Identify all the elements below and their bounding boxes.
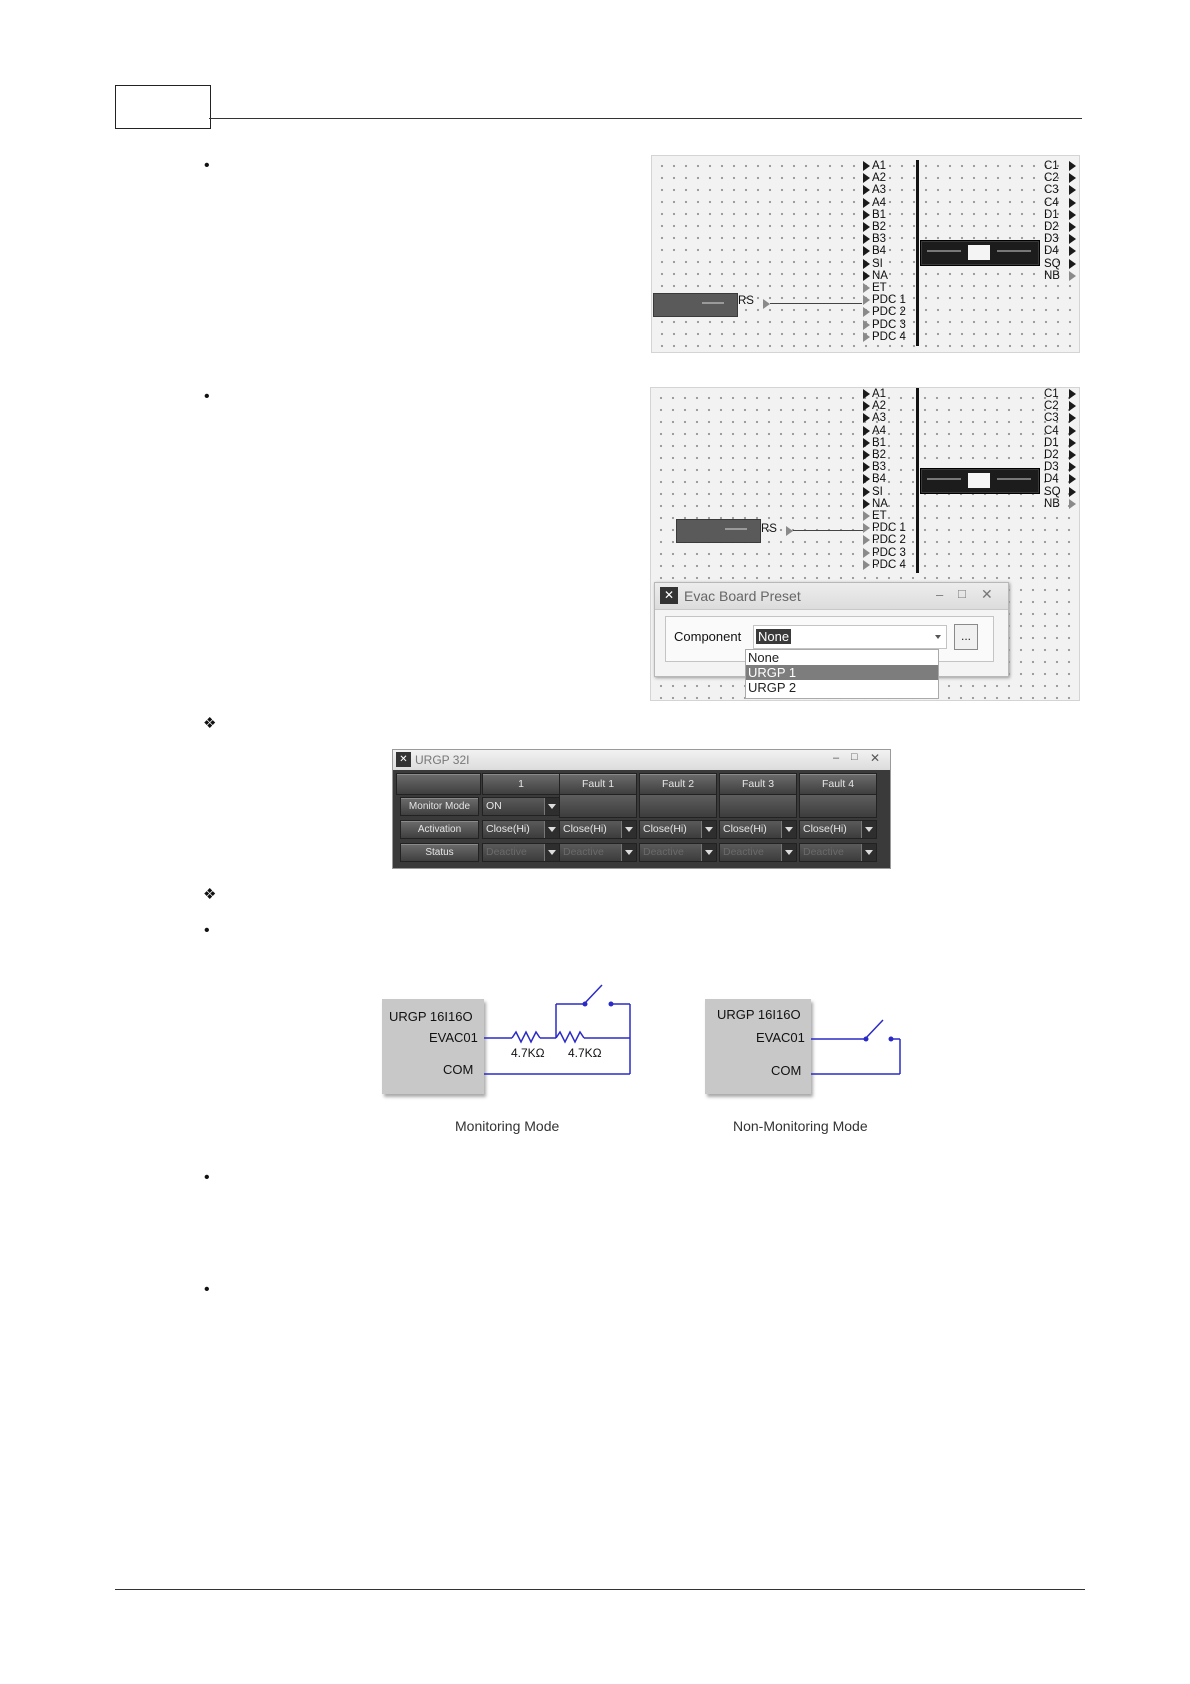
row-label-2[interactable]: Status <box>400 843 479 862</box>
pin-label: B1 <box>872 208 887 221</box>
input-arrow-icon <box>863 450 870 460</box>
input-arrow-icon <box>863 523 870 533</box>
non-monitoring-caption: Non-Monitoring Mode <box>733 1118 868 1134</box>
pin-label: A4 <box>872 196 887 209</box>
output-arrow-icon <box>1069 185 1076 195</box>
pin-label: NB <box>1044 497 1060 510</box>
output-arrow-icon <box>1069 389 1076 399</box>
pin-label: B3 <box>872 233 887 246</box>
cell-value: Close(Hi) <box>803 823 847 835</box>
pin-label: A2 <box>872 172 887 185</box>
urgp-title: URGP 32I <box>415 753 470 767</box>
cell-select[interactable] <box>482 820 560 839</box>
page-number-box <box>115 85 211 129</box>
pin-label: PDC 3 <box>872 546 906 559</box>
input-arrow-icon <box>863 511 870 521</box>
rs-label: RS <box>761 523 777 535</box>
app-icon: ✕ <box>396 752 411 767</box>
input-arrow-icon <box>863 535 870 545</box>
cell-value: Close(Hi) <box>563 823 607 835</box>
output-arrow-icon <box>1069 474 1076 484</box>
component-label: Component <box>674 629 742 644</box>
input-arrow-icon <box>863 438 870 448</box>
footer-rule <box>115 1589 1085 1590</box>
input-arrow-icon <box>863 283 870 293</box>
option-urgp-1[interactable]: URGP 1 <box>746 665 938 680</box>
pin-label: PDC 4 <box>872 558 906 571</box>
divider-line <box>916 160 919 346</box>
option-none[interactable]: None <box>748 650 780 665</box>
rs-connection-wire <box>793 530 863 531</box>
input-arrow-icon <box>863 548 870 558</box>
pin-label: PDC 2 <box>872 534 906 547</box>
pin-label: PDC 3 <box>872 318 906 331</box>
pin-label: C2 <box>1044 400 1059 413</box>
output-arrow-icon <box>1069 259 1076 269</box>
column-header-0: 1 <box>482 773 560 795</box>
output-arrow-icon <box>1069 210 1076 220</box>
output-arrow-icon <box>1069 462 1076 472</box>
input-arrow-icon <box>863 198 870 208</box>
urgp-grid <box>393 770 890 868</box>
pin-label: D2 <box>1044 449 1059 461</box>
pin-label: D1 <box>1044 208 1059 221</box>
pin-label: PDC 4 <box>872 330 906 343</box>
pin-label: SQ <box>1044 485 1061 498</box>
chevron-down-icon[interactable] <box>861 821 876 838</box>
close-icon[interactable]: ✕ <box>981 586 993 602</box>
pin-label: C1 <box>1044 160 1059 172</box>
output-arrow-icon <box>1069 271 1076 281</box>
pin-label: C1 <box>1044 388 1059 400</box>
pin-label: PDC 2 <box>872 306 906 319</box>
input-arrow-icon <box>863 560 870 570</box>
pin-label: D4 <box>1044 473 1059 486</box>
rs-output-arrow <box>786 526 793 536</box>
output-arrow-icon <box>1069 234 1076 244</box>
pin-label: B3 <box>872 461 887 474</box>
chevron-down-icon[interactable] <box>621 821 636 838</box>
pin-label: ET <box>872 510 887 522</box>
pin-label: B4 <box>872 473 887 486</box>
row-label-1[interactable]: Activation <box>400 820 479 839</box>
bullet-4: • <box>204 1169 210 1186</box>
cell-select <box>719 843 797 862</box>
maximize-icon[interactable]: □ <box>958 586 966 601</box>
cell-value: Close(Hi) <box>723 823 767 835</box>
rs-device[interactable] <box>653 293 738 317</box>
pin-label: A1 <box>872 160 887 172</box>
component-select-value: None <box>758 629 790 644</box>
output-arrow-icon <box>1069 173 1076 183</box>
browse-button[interactable]: ... <box>954 624 978 650</box>
chevron-down-icon[interactable] <box>544 821 559 838</box>
cell-value: Deactive <box>486 846 527 858</box>
pin-label: B2 <box>872 449 887 461</box>
input-arrow-icon <box>863 222 870 232</box>
cell-value: Deactive <box>563 846 604 858</box>
cell-select[interactable] <box>799 820 877 839</box>
cell-select[interactable] <box>559 820 637 839</box>
non-monitoring-device-name: URGP 16I16O <box>717 1007 801 1022</box>
rs-output-arrow <box>763 299 770 309</box>
diamond-bullet-1: ❖ <box>203 715 217 732</box>
pin-label: PDC 1 <box>872 294 906 307</box>
output-arrow-icon <box>1069 246 1076 256</box>
cell-select[interactable] <box>639 820 717 839</box>
rs-connection-wire <box>770 303 862 304</box>
chevron-down-icon[interactable] <box>781 844 796 861</box>
input-arrow-icon <box>863 185 870 195</box>
non-monitoring-com-label: COM <box>771 1063 802 1078</box>
input-arrow-icon <box>863 246 870 256</box>
non-monitoring-wiring <box>811 1015 906 1080</box>
pin-label: C3 <box>1044 184 1059 197</box>
cell-select <box>559 843 637 862</box>
urgp-window <box>392 749 891 869</box>
column-header-4: Fault 4 <box>799 773 877 795</box>
empty-cell <box>719 794 797 818</box>
pin-label: NB <box>1044 269 1060 282</box>
component-dropdown-list <box>745 649 939 699</box>
pin-label: A4 <box>872 424 887 437</box>
output-arrow-icon <box>1069 222 1076 232</box>
input-arrow-icon <box>863 320 870 330</box>
evac-board-preset-dialog <box>654 582 1009 695</box>
chevron-down-icon[interactable] <box>781 821 796 838</box>
input-arrow-icon <box>863 234 870 244</box>
chevron-down-icon[interactable] <box>701 844 716 861</box>
output-arrow-icon <box>1069 487 1076 497</box>
divider-line <box>916 388 919 573</box>
output-arrow-icon <box>1069 401 1076 411</box>
cell-select <box>799 843 877 862</box>
column-header-2: Fault 2 <box>639 773 717 795</box>
input-arrow-icon <box>863 210 870 220</box>
pin-label: NA <box>872 269 888 282</box>
cell-value: Close(Hi) <box>643 823 687 835</box>
dialog-titlebar <box>655 583 1008 610</box>
evac-board-device[interactable] <box>920 240 1040 266</box>
pin-label: PDC 1 <box>872 522 906 535</box>
component-select[interactable] <box>753 625 947 649</box>
cell-value: ON <box>486 800 502 812</box>
output-arrow-icon <box>1069 499 1076 509</box>
row-label-0[interactable]: Monitor Mode <box>400 797 479 816</box>
chevron-down-icon[interactable] <box>621 844 636 861</box>
pin-label: D1 <box>1044 436 1059 449</box>
empty-cell <box>799 794 877 818</box>
minimize-icon[interactable]: – <box>833 752 840 764</box>
cell-select <box>482 843 560 862</box>
minimize-icon[interactable]: – <box>936 587 944 602</box>
bullet-5: • <box>204 1281 210 1298</box>
pin-label: D4 <box>1044 245 1059 258</box>
monitoring-caption: Monitoring Mode <box>455 1118 560 1134</box>
chevron-down-icon[interactable] <box>701 821 716 838</box>
pin-label: ET <box>872 282 887 294</box>
input-arrow-icon <box>863 271 870 281</box>
pin-label: A2 <box>872 400 887 413</box>
pin-label: A3 <box>872 184 887 197</box>
pin-label: A3 <box>872 412 887 425</box>
chevron-down-icon[interactable] <box>861 844 876 861</box>
pin-label: C4 <box>1044 196 1059 209</box>
input-arrow-icon <box>863 462 870 472</box>
non-monitoring-evac-label: EVAC01 <box>756 1030 805 1045</box>
rs-label: RS <box>738 295 754 307</box>
close-icon[interactable]: ✕ <box>870 751 881 765</box>
cell-value: Close(Hi) <box>486 823 530 835</box>
bullet-2: • <box>204 388 210 405</box>
input-arrow-icon <box>863 295 870 305</box>
cell-select[interactable] <box>719 820 797 839</box>
figure-2-canvas <box>650 387 1080 701</box>
pin-label: D2 <box>1044 221 1059 233</box>
cell-value: Deactive <box>643 846 684 858</box>
maximize-icon[interactable]: □ <box>851 751 858 763</box>
pin-label: D3 <box>1044 233 1059 246</box>
monitoring-com-label: COM <box>443 1062 474 1077</box>
output-arrow-icon <box>1069 450 1076 460</box>
input-arrow-icon <box>863 259 870 269</box>
pin-label: SI <box>872 257 883 270</box>
cell-select[interactable] <box>482 797 560 816</box>
chevron-down-icon[interactable] <box>544 844 559 861</box>
column-header-3: Fault 3 <box>719 773 797 795</box>
input-arrow-icon <box>863 332 870 342</box>
pin-label: D3 <box>1044 461 1059 474</box>
cell-value: Deactive <box>723 846 764 858</box>
empty-cell <box>559 794 637 818</box>
chevron-down-icon[interactable] <box>544 798 559 815</box>
diamond-bullet-2: ❖ <box>203 886 217 903</box>
cell-select <box>639 843 717 862</box>
bullet-3: • <box>204 922 210 939</box>
input-arrow-icon <box>863 487 870 497</box>
input-arrow-icon <box>863 173 870 183</box>
pin-label: NA <box>872 497 888 510</box>
input-arrow-icon <box>863 426 870 436</box>
input-arrow-icon <box>863 401 870 411</box>
resistor-1-label: 4.7KΩ <box>511 1046 545 1060</box>
pin-label: SQ <box>1044 257 1061 270</box>
input-arrow-icon <box>863 389 870 399</box>
empty-cell <box>639 794 717 818</box>
app-icon: ✕ <box>660 587 678 604</box>
option-urgp-2[interactable]: URGP 2 <box>748 680 797 695</box>
output-arrow-icon <box>1069 161 1076 171</box>
output-arrow-icon <box>1069 413 1076 423</box>
chevron-down-icon[interactable] <box>935 635 941 639</box>
rs-device[interactable] <box>676 519 761 543</box>
output-arrow-icon <box>1069 198 1076 208</box>
column-header-1: Fault 1 <box>559 773 637 795</box>
input-arrow-icon <box>863 161 870 171</box>
output-arrow-icon <box>1069 426 1076 436</box>
corner-cell <box>396 773 481 795</box>
input-arrow-icon <box>863 413 870 423</box>
input-arrow-icon <box>863 499 870 509</box>
urgp-titlebar <box>393 750 890 770</box>
monitoring-wiring <box>484 980 634 1080</box>
input-arrow-icon <box>863 307 870 317</box>
output-arrow-icon <box>1069 438 1076 448</box>
resistor-2-label: 4.7KΩ <box>568 1046 602 1060</box>
pin-label: B1 <box>872 436 887 449</box>
pin-label: C4 <box>1044 424 1059 437</box>
pin-label: B4 <box>872 245 887 258</box>
cell-value: Deactive <box>803 846 844 858</box>
figure-1-canvas <box>651 155 1080 353</box>
pin-label: SI <box>872 485 883 498</box>
pin-label: C2 <box>1044 172 1059 185</box>
pin-label: C3 <box>1044 412 1059 425</box>
monitoring-device-name: URGP 16I16O <box>389 1009 473 1024</box>
monitoring-evac-label: EVAC01 <box>429 1030 478 1045</box>
evac-board-device[interactable] <box>920 468 1040 494</box>
pin-label: B2 <box>872 221 887 233</box>
pin-label: A1 <box>872 388 887 400</box>
header-rule <box>209 118 1082 119</box>
bullet-1: • <box>204 157 210 174</box>
dialog-title: Evac Board Preset <box>684 588 801 604</box>
input-arrow-icon <box>863 474 870 484</box>
